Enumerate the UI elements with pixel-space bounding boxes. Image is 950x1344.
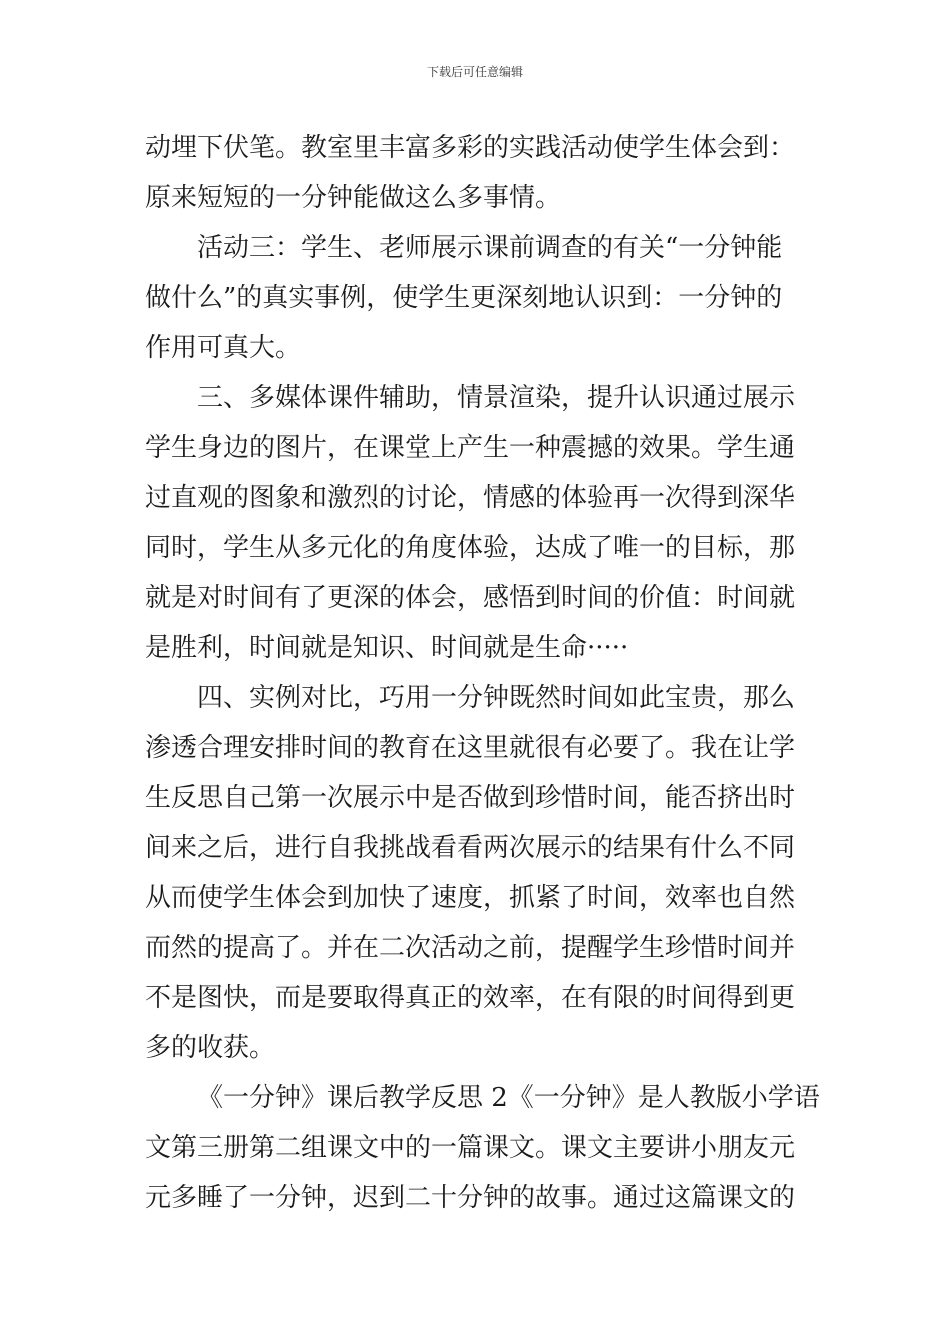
text-line: 做什么”的真实事例，使学生更深刻地认识到：一分钟的: [145, 283, 783, 313]
text-line: 活动三：学生、老师展示课前调查的有关“一分钟能: [197, 233, 783, 263]
text-line: 原来短短的一分钟能做这么多事情。: [145, 183, 562, 213]
text-line: 就是对时间有了更深的体会，感悟到时间的价值：时间就: [145, 583, 796, 613]
text-line: 多的收获。: [145, 1033, 276, 1063]
text-line: 间来之后，进行自我挑战看看两次展示的结果有什么不同: [145, 833, 796, 863]
text-line: 四、实例对比，巧用一分钟既然时间如此宝贵，那么: [197, 683, 796, 713]
text-line: 从而使学生体会到加快了速度，抓紧了时间，效率也自然: [145, 883, 796, 913]
text-line: 同时，学生从多元化的角度体验，达成了唯一的目标，那: [145, 533, 796, 563]
text-line: 动埋下伏笔。教室里丰富多彩的实践活动使学生体会到：: [145, 133, 796, 163]
text-line: 元多睡了一分钟，迟到二十分钟的故事。通过这篇课文的: [145, 1183, 796, 1213]
text-line: 学生身边的图片，在课堂上产生一种震撼的效果。学生通: [145, 433, 796, 463]
text-line: 三、多媒体课件辅助，情景渲染，提升认识通过展示: [197, 383, 796, 413]
text-line: 过直观的图象和激烈的讨论，情感的体验再一次得到深华: [145, 483, 796, 513]
text-line: 生反思自己第一次展示中是否做到珍惜时间，能否挤出时: [145, 783, 796, 813]
page-header-note: 下载后可任意编辑: [426, 65, 523, 79]
body-text: [145, 123, 820, 1223]
text-line: 是胜利，时间就是知识、时间就是生命·····: [145, 633, 629, 663]
text-line: 作用可真大。: [145, 333, 302, 363]
text-line: 渗透合理安排时间的教育在这里就很有必要了。我在让学: [145, 733, 796, 763]
text-line: 而然的提高了。并在二次活动之前，提醒学生珍惜时间并: [145, 933, 796, 963]
text-line: 文第三册第二组课文中的一篇课文。课文主要讲小朋友元: [145, 1133, 796, 1163]
text-line: 不是图快，而是要取得真正的效率，在有限的时间得到更: [145, 983, 796, 1013]
text-line: 《一分钟》课后教学反思 2《一分钟》是人教版小学语: [197, 1083, 820, 1113]
